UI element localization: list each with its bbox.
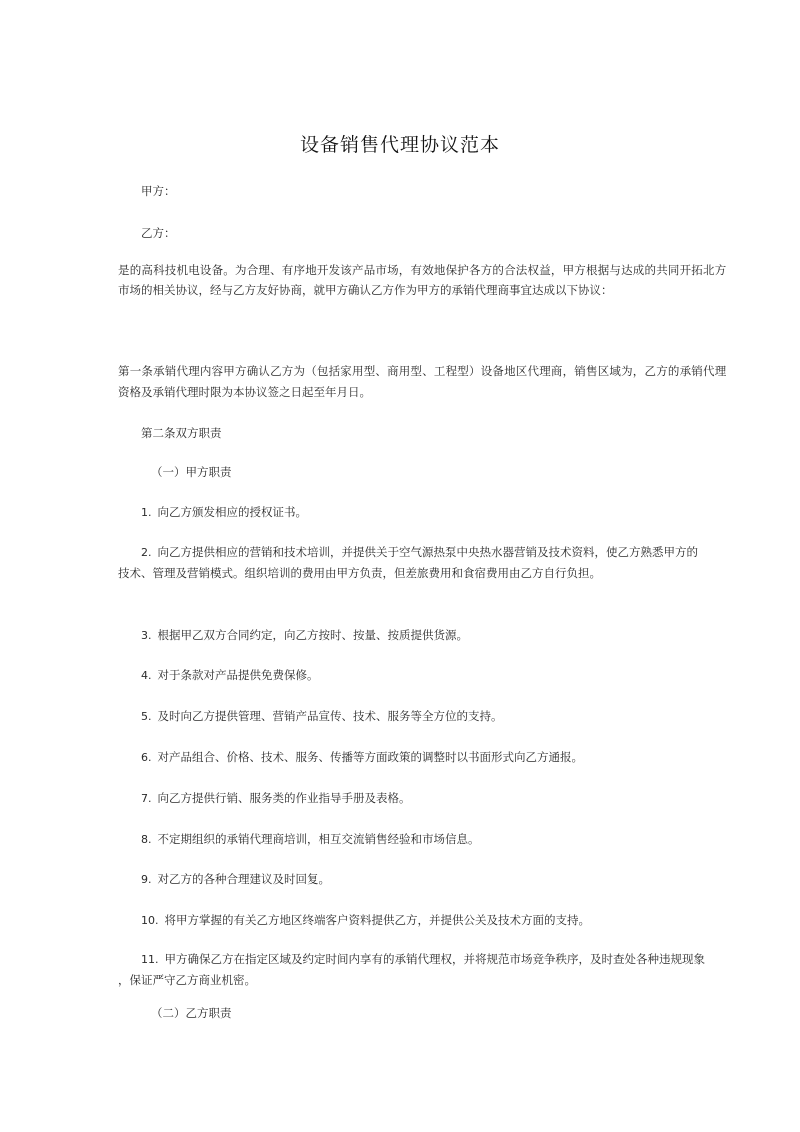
list-item-text: 根据甲乙双方合同约定，向乙方按时、按量、按质提供货源。 <box>157 628 468 642</box>
list-item-number: 4. <box>141 669 152 682</box>
list-item <box>141 791 411 806</box>
list-item-number: 2. <box>141 546 152 559</box>
list-item <box>141 750 583 765</box>
list-item-number: 9. <box>141 873 152 886</box>
document-title: 设备销售代理协议范本 <box>299 134 500 156</box>
list-item <box>141 505 307 520</box>
list-item <box>141 709 503 724</box>
list-item-text: 对乙方的各种合理建议及时回复。 <box>157 872 330 886</box>
list-item <box>141 872 330 887</box>
list-item-text: 向乙方提供相应的营销和技术培训，并提供关于空气源热泵中央热水器营销及技术资料，使乙方熟悉甲方的 <box>157 545 698 559</box>
intro-paragraph-line-1: 是的高科技机电设备。为合理、有序地开发该产品市场，有效地保护各方的合法权益，甲方根据与达成的共同开拓北方 <box>118 263 727 277</box>
party-a-duties-heading: （一）甲方职责 <box>151 465 232 479</box>
list-item-number: 11. <box>141 953 159 966</box>
list-item <box>141 628 468 643</box>
list-item-continuation: 技术、管理及营销模式。组织培训的费用由甲方负责，但差旅费用和食宿费用由乙方自行负担。 <box>118 566 601 580</box>
list-item-number: 8. <box>141 833 152 846</box>
list-item-number: 1. <box>141 506 152 519</box>
list-item-text: 甲方确保乙方在指定区域及约定时间内享有的承销代理权，并将规范市场竞争秩序，及时查处各种违规现象 <box>164 952 705 966</box>
list-item <box>141 545 698 560</box>
list-item-text: 将甲方掌握的有关乙方地区终端客户资料提供乙方，并提供公关及技术方面的支持。 <box>164 913 590 927</box>
article-1-line-2: 资格及承销代理时限为本协议签之日起至年月日。 <box>118 385 371 399</box>
list-item-number: 6. <box>141 751 152 764</box>
list-item-text: 不定期组织的承销代理商培训，相互交流销售经验和市场信息。 <box>157 832 480 846</box>
list-item-number: 3. <box>141 629 152 642</box>
list-item-text: 向乙方颁发相应的授权证书。 <box>157 505 307 519</box>
list-item <box>141 913 590 928</box>
list-item <box>141 832 480 847</box>
party-b-duties-heading: （二）乙方职责 <box>151 1006 232 1020</box>
list-item-number: 5. <box>141 710 152 723</box>
list-item-text: 对于条款对产品提供免费保修。 <box>157 668 319 682</box>
list-item <box>141 952 705 967</box>
list-item-number: 10. <box>141 914 159 927</box>
list-item-text: 对产品组合、价格、技术、服务、传播等方面政策的调整时以书面形式向乙方通报。 <box>157 750 583 764</box>
party-a-label: 甲方： <box>141 184 176 198</box>
list-item-number: 7. <box>141 792 152 805</box>
list-item-text: 向乙方提供行销、服务类的作业指导手册及表格。 <box>157 791 411 805</box>
list-item-continuation: ，保证严守乙方商业机密。 <box>118 973 256 987</box>
article-2-heading: 第二条双方职责 <box>141 426 222 440</box>
list-item <box>141 668 319 683</box>
intro-paragraph-line-2: 市场的相关协议，经与乙方友好协商，就甲方确认乙方作为甲方的承销代理商事宜达成以下协议： <box>118 283 613 297</box>
article-1-line-1: 第一条承销代理内容甲方确认乙方为（包括家用型、商用型、工程型）设备地区代理商，销售区域为，乙方的承销代理 <box>118 364 727 378</box>
party-b-label: 乙方： <box>141 226 176 240</box>
list-item-text: 及时向乙方提供管理、营销产品宣传、技术、服务等全方位的支持。 <box>157 709 503 723</box>
